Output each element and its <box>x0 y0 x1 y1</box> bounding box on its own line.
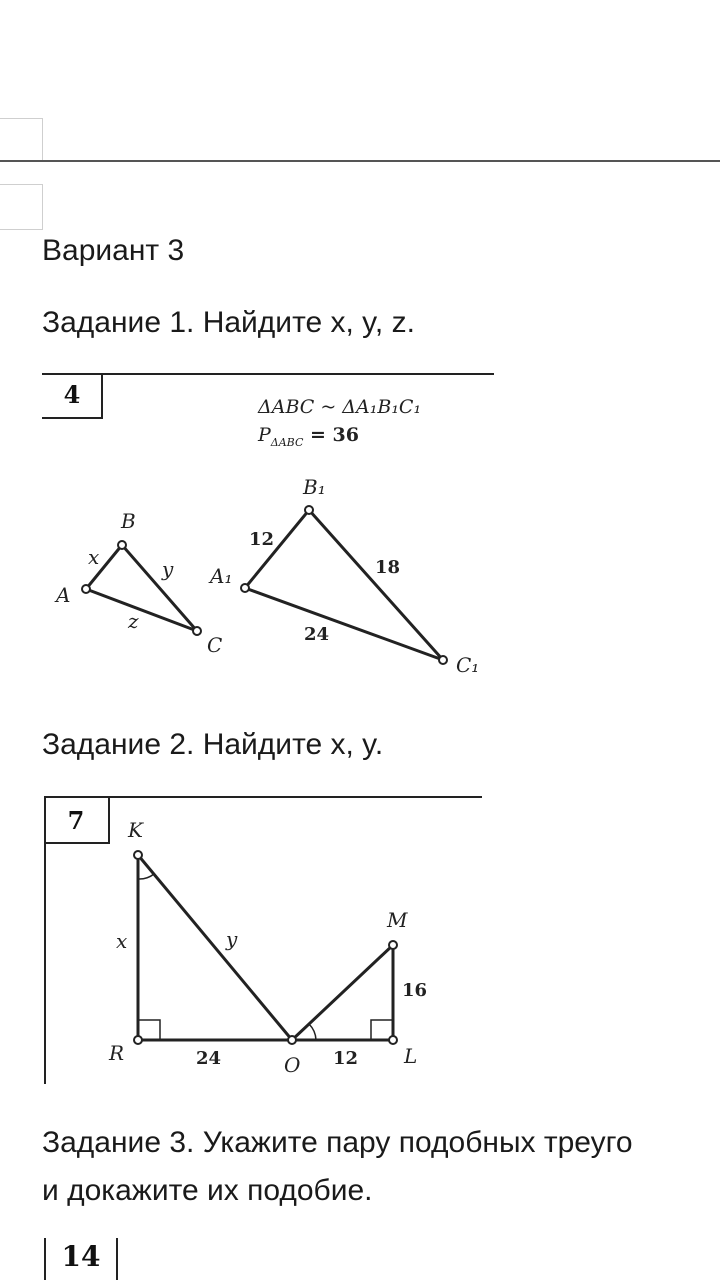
perimeter-symbol: P <box>258 424 271 446</box>
label-y-side: y <box>226 927 238 951</box>
label-c: C <box>207 633 223 657</box>
label-b1: B₁ <box>303 475 326 499</box>
label-o: O <box>284 1053 301 1077</box>
top-rule <box>0 160 720 162</box>
label-18: 18 <box>375 557 401 578</box>
task1-header-rule <box>42 373 494 375</box>
task3-label-line1: Задание 3. Укажите пару подобных треуго <box>42 1126 633 1159</box>
task3-label-line2: и докажите их подобие. <box>42 1174 373 1207</box>
variant-heading: Вариант 3 <box>42 234 185 267</box>
point-r <box>134 1036 142 1044</box>
large-triangle <box>245 510 443 660</box>
point-c1 <box>439 656 447 664</box>
label-l: L <box>404 1044 418 1068</box>
label-12: 12 <box>249 529 275 550</box>
angle-arc-o <box>309 1024 316 1040</box>
small-triangle <box>86 545 197 631</box>
label-k: K <box>128 818 143 842</box>
segment-om <box>292 945 393 1040</box>
point-a <box>82 585 90 593</box>
label-24-side: 24 <box>196 1048 222 1069</box>
point-l <box>389 1036 397 1044</box>
task3-box-right <box>116 1238 118 1280</box>
label-m: M <box>387 908 408 932</box>
label-b: B <box>121 509 136 533</box>
point-b <box>118 541 126 549</box>
task1-box-right <box>101 373 103 419</box>
point-k <box>134 851 142 859</box>
label-x: x <box>88 545 100 569</box>
top-box-2 <box>0 184 43 230</box>
task2-number: 7 <box>67 806 85 835</box>
segment-ko <box>138 855 292 1040</box>
top-box-1 <box>0 118 43 162</box>
point-a1 <box>241 584 249 592</box>
label-24: 24 <box>304 624 330 645</box>
task1-given-perimeter <box>258 424 359 449</box>
label-a1: A₁ <box>210 564 233 588</box>
angle-arc-k <box>138 874 154 879</box>
point-o <box>288 1036 296 1044</box>
label-x-side: x <box>116 929 128 953</box>
label-y: y <box>162 557 174 581</box>
point-b1 <box>305 506 313 514</box>
label-16-side: 16 <box>402 980 428 1001</box>
task1-box-bottom <box>42 417 103 419</box>
task2-label: Задание 2. Найдите x, y. <box>42 728 384 761</box>
task1-label: Задание 1. Найдите x, y, z. <box>42 306 415 339</box>
perimeter-value: = 36 <box>303 424 359 446</box>
perimeter-sub: ΔABC <box>270 435 304 449</box>
label-r: R <box>109 1041 125 1065</box>
task3-number: 14 <box>61 1240 101 1273</box>
task1-number: 4 <box>63 380 81 409</box>
label-z: z <box>128 609 139 633</box>
label-c1: C₁ <box>456 653 480 677</box>
point-c <box>193 627 201 635</box>
task3-box-left <box>44 1238 46 1280</box>
point-m <box>389 941 397 949</box>
task2-figure <box>0 810 720 1080</box>
label-a: A <box>56 583 71 607</box>
task1-figure <box>0 470 720 690</box>
task1-given-similarity: ΔABC ~ ΔA₁B₁C₁ <box>258 396 422 418</box>
label-12-side: 12 <box>333 1048 359 1069</box>
